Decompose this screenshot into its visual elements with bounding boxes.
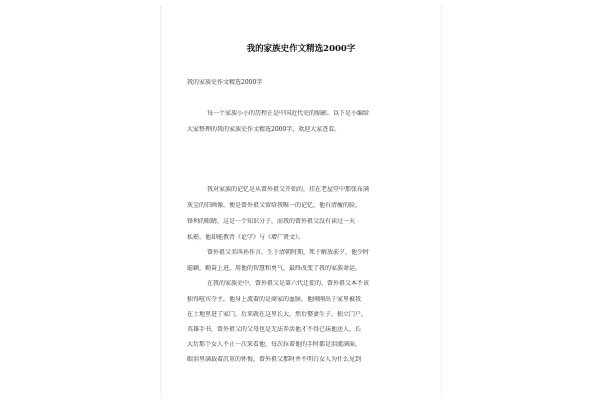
document-subtitle: 我的家族史作文精选2000字 <box>187 79 263 86</box>
body-line: 我对家族的记忆是从曾外祖父开始的，挂在老屋堂中那张布满 <box>207 186 370 193</box>
body-line: 聪颖，勤奋上进，用他的智慧和勇气，最终改变了我的家族命运。 <box>187 265 362 272</box>
intro-line-2: 大家整理的我的家族史作文精选2000字，欢迎大家查看。 <box>187 126 341 133</box>
intro-line-1: 每一个家族小小的历程正是中国近代史的缩影。以下是小编给 <box>207 110 370 117</box>
body-line: 灰尘的旧画像，便是曾外祖父留给我唯一的记忆，他有清瘦的脸， <box>187 202 362 209</box>
body-line: 大后那个女人不止一次来看他，每次拉着他的手时都是泪流满面， <box>187 341 362 348</box>
document-title: 我的家族史作文精选2000字 <box>246 44 356 54</box>
document-page <box>160 6 442 398</box>
body-line: 在我的家族史中，曾外祖父是第六代迁徙的，曾外祖父本不该 <box>207 280 370 287</box>
body-line: 私塾，他却能教背《论学》与《增广贤文》。 <box>187 234 305 241</box>
body-line: 眼泪里满载着沉重的怀悔，曾外祖父那时并不明白女人为什么见到 <box>187 356 362 363</box>
body-line: 独得喧宾夺主，他身上流着的是商家的血脉，他刚刚出于家里被我 <box>187 296 362 303</box>
body-line: 曾外祖父名叫孙作言，生于清朝时期，死于解放前夕，他少时 <box>207 249 370 256</box>
body-line: 锋利的眼睛，这是一个知识分子，而我的曾外祖父没有读过一天 <box>187 218 356 225</box>
body-line: 在土地里进了家门，后来就在这里长大，然后娶妻生子，独立门户， <box>187 311 368 318</box>
body-line: 英雄手书，曾外祖父的父母也是无法养活他才不得已抹他送人，长 <box>187 326 362 333</box>
